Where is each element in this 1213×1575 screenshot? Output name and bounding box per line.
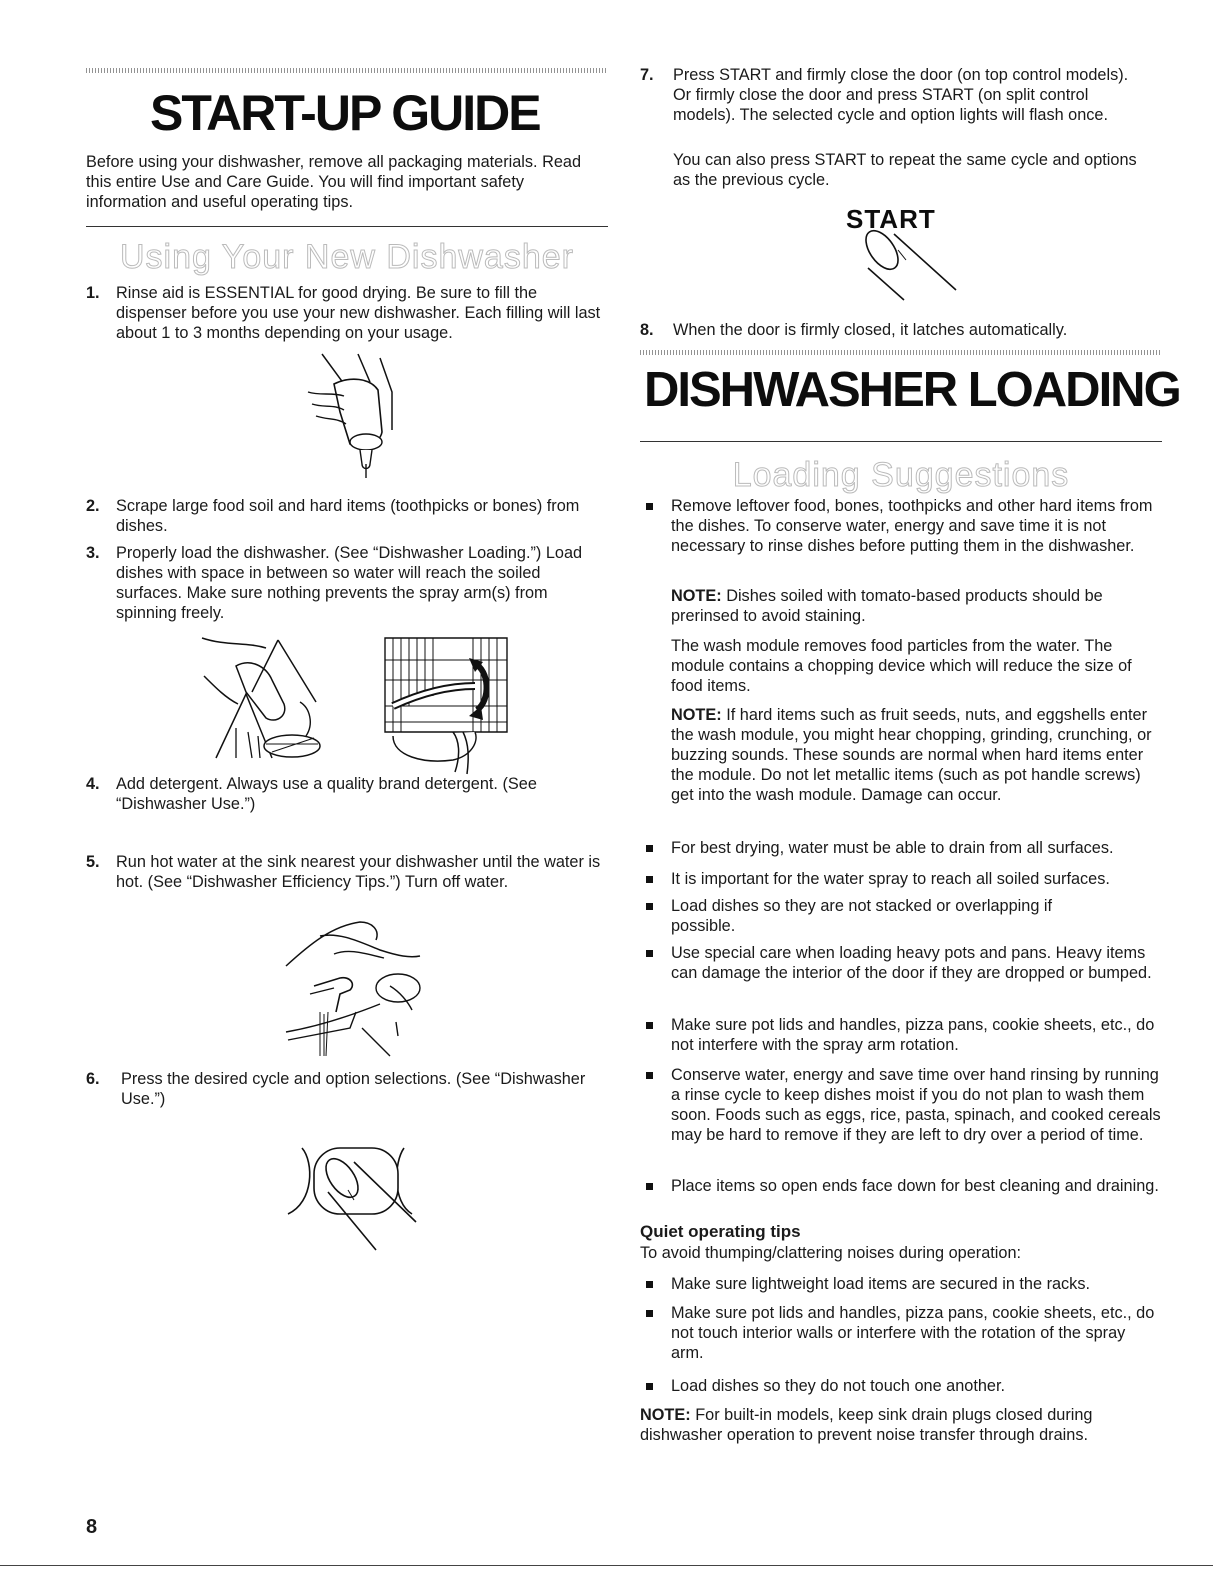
final-note: [640, 1405, 1160, 1445]
top-dotted-rule-right: [640, 350, 1162, 355]
note-2-text: If hard items such as fruit seeds, nuts, and eggshells enter the wash module, you might hear chopping, grinding, crunching, or buzzing sounds. These sounds are normal when hard items enter the module. Do not let metallic items (such as pot handle screws) get into the wash module. Damage can occur.: [671, 706, 1152, 804]
startup-rule: [86, 226, 608, 227]
step-8-text: When the door is firmly closed, it latches automatically.: [673, 321, 1068, 339]
loading-suggestions-heading: Loading Suggestions: [732, 456, 1070, 494]
step-number: 4.: [86, 775, 100, 793]
loading-rule: [640, 441, 1162, 442]
note-label: NOTE:: [640, 1406, 691, 1424]
step-6-text: Press the desired cycle and option selections. (See “Dishwasher Use.”): [121, 1070, 586, 1108]
start-button-label: START: [846, 204, 936, 234]
step-number: 3.: [86, 544, 100, 562]
step-number: 7.: [640, 66, 654, 84]
bullet: [646, 876, 653, 883]
bullet: [646, 1383, 653, 1390]
step-3-text: Properly load the dishwasher. (See “Dishwasher Loading.”) Load dishes with space in between so water will reach the soiled surfaces. Make sure nothing prevents the spray arm(s) from spinning freely.: [116, 544, 583, 622]
step-number: 5.: [86, 853, 100, 871]
dishwasher-loading-title: DISHWASHER LOADING: [644, 363, 1180, 417]
bullet: [646, 1022, 653, 1029]
loading-bullet: Load dishes so they are not stacked or overlapping if possible.: [671, 897, 1053, 935]
loading-bullet: Place items so open ends face down for best cleaning and draining.: [671, 1177, 1159, 1195]
footer-rule: [0, 1565, 1213, 1566]
step-7-text: Press START and firmly close the door (on top control models). Or firmly close the door and press START (on split control models). The selected cycle and option lights will flash once.: [673, 66, 1129, 124]
startup-intro: Before using your dishwasher, remove all packaging materials. Read this entire Use and Care Guide. You will find important safety information and useful operating tips.: [86, 153, 582, 211]
note-label: NOTE:: [671, 587, 722, 605]
step-number: 1.: [86, 284, 100, 302]
using-new-dishwasher-heading: Using Your New Dishwasher: [120, 238, 574, 276]
top-dotted-rule-left: [86, 68, 608, 73]
quiet-bullet: Make sure lightweight load items are secured in the racks.: [671, 1275, 1090, 1293]
step-1-text: Rinse aid is ESSENTIAL for good drying. Be sure to fill the dispenser before you use your new dishwasher. Each filling will last about 1 to 3 months depending on your usage.: [116, 284, 601, 342]
loading-bullet: For best drying, water must be able to drain from all surfaces.: [671, 839, 1114, 857]
bullet: [646, 1072, 653, 1079]
step-7-repeat-text: You can also press START to repeat the same cycle and options as the previous cycle.: [673, 151, 1137, 189]
step-4-text: Add detergent. Always use a quality brand detergent. (See “Dishwasher Use.”): [116, 775, 537, 813]
loading-note-1: [671, 586, 1161, 626]
startup-guide-title: START-UP GUIDE: [150, 85, 540, 141]
loading-rack-illustration: [383, 636, 511, 776]
sink-faucet-illustration: [280, 916, 430, 1058]
loading-note-2: [671, 705, 1161, 805]
page-number: 8: [86, 1516, 98, 1538]
bullet: [646, 1310, 653, 1317]
bullet: [646, 845, 653, 852]
bullet: [646, 503, 653, 510]
start-button-illustration: [860, 228, 960, 300]
quiet-tips-intro: To avoid thumping/clattering noises during operation:: [640, 1244, 1022, 1262]
step-5-text: Run hot water at the sink nearest your dishwasher until the water is hot. (See “Dishwasher Efficiency Tips.”) Turn off water.: [116, 853, 601, 891]
button-press-illustration: [284, 1142, 434, 1252]
step-number: 6.: [86, 1070, 100, 1088]
scraping-dishes-illustration: [196, 632, 326, 760]
note-label: NOTE:: [671, 706, 722, 724]
loading-bullet: Conserve water, energy and save time over hand rinsing by running a rinse cycle to keep dishes moist if you do not plan to wash them soon. Foods such as eggs, rice, pasta, spinach, and cooked cereals may be hard to remove if they are left to dry over a period of time.: [671, 1066, 1161, 1144]
loading-item-1: Remove leftover food, bones, toothpicks and other hard items from the dishes. To conserve water, energy and save time it is not necessary to rinse dishes before putting them in the dishwasher.: [671, 497, 1153, 555]
loading-bullet: Use special care when loading heavy pots and pans. Heavy items can damage the interior of the door if they are dropped or bumped.: [671, 944, 1152, 982]
loading-bullet: Make sure pot lids and handles, pizza pans, cookie sheets, etc., do not interfere with the spray arm rotation.: [671, 1016, 1155, 1054]
loading-bullet: It is important for the water spray to reach all soiled surfaces.: [671, 870, 1110, 888]
quiet-bullet: Load dishes so they do not touch one another.: [671, 1377, 1006, 1395]
quiet-bullet: Make sure pot lids and handles, pizza pans, cookie sheets, etc., do not touch interior walls or interfere with the rotation of the spray arm.: [671, 1304, 1155, 1362]
note-1-text: Dishes soiled with tomato-based products should be prerinsed to avoid staining.: [671, 587, 1103, 625]
bullet: [646, 1183, 653, 1190]
rinse-aid-bottle-illustration: [300, 352, 410, 480]
wash-module-text: The wash module removes food particles from the water. The module contains a chopping device which will reduce the size of food items.: [671, 637, 1132, 695]
step-2-text: Scrape large food soil and hard items (toothpicks or bones) from dishes.: [116, 497, 580, 535]
step-number: 2.: [86, 497, 100, 515]
quiet-tips-heading: Quiet operating tips: [640, 1222, 801, 1241]
step-number: 8.: [640, 321, 654, 339]
bullet: [646, 950, 653, 957]
bullet: [646, 1281, 653, 1288]
final-note-text: For built-in models, keep sink drain plugs closed during dishwasher operation to prevent noise transfer through drains.: [640, 1406, 1093, 1444]
bullet: [646, 903, 653, 910]
